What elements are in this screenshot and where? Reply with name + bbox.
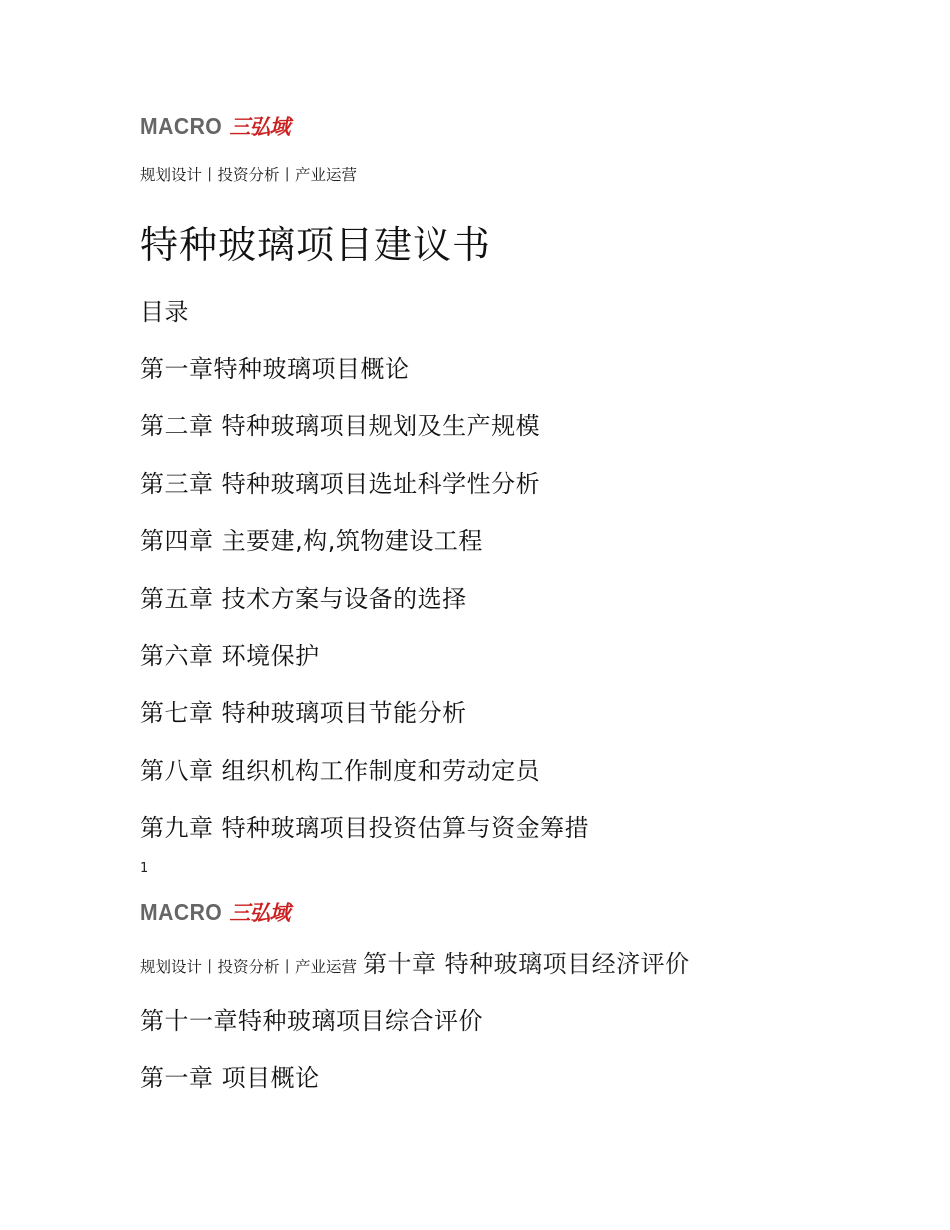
macro-logo <box>140 897 289 927</box>
toc-entry: 第七章 特种玻璃项目节能分析 <box>140 699 467 727</box>
toc-heading: 目录 <box>140 298 189 326</box>
toc-entry: 第九章 特种玻璃项目投资估算与资金筹措 <box>140 814 590 842</box>
toc-entry: 第十一章特种玻璃项目综合评价 <box>140 1007 483 1035</box>
page-number: 1 <box>140 861 149 876</box>
document-title: 特种玻璃项目建议书 <box>140 223 492 267</box>
page2-header-line <box>140 944 690 979</box>
toc-entry: 第六章 环境保护 <box>140 642 320 670</box>
logo-latin-text: MACRO <box>140 898 223 925</box>
header-tagline: 规划设计丨投资分析丨产业运营 <box>140 958 358 976</box>
logo-chinese-text: 三弘域 <box>229 901 290 925</box>
header-tagline: 规划设计丨投资分析丨产业运营 <box>140 166 358 184</box>
macro-logo <box>140 111 289 141</box>
logo-latin-text: MACRO <box>140 112 223 139</box>
toc-entry: 第八章 组织机构工作制度和劳动定员 <box>140 757 541 785</box>
toc-entry: 第一章特种玻璃项目概论 <box>140 355 410 383</box>
toc-entry: 第三章 特种玻璃项目选址科学性分析 <box>140 470 541 498</box>
toc-entry: 第二章 特种玻璃项目规划及生产规模 <box>140 412 541 440</box>
toc-entry: 第五章 技术方案与设备的选择 <box>140 585 467 613</box>
toc-entry: 第四章 主要建,构,筑物建设工程 <box>140 527 483 555</box>
logo-chinese-text: 三弘域 <box>229 115 290 139</box>
toc-entry: 第十章 特种玻璃项目经济评价 <box>363 950 690 978</box>
chapter-heading: 第一章 项目概论 <box>140 1064 320 1092</box>
